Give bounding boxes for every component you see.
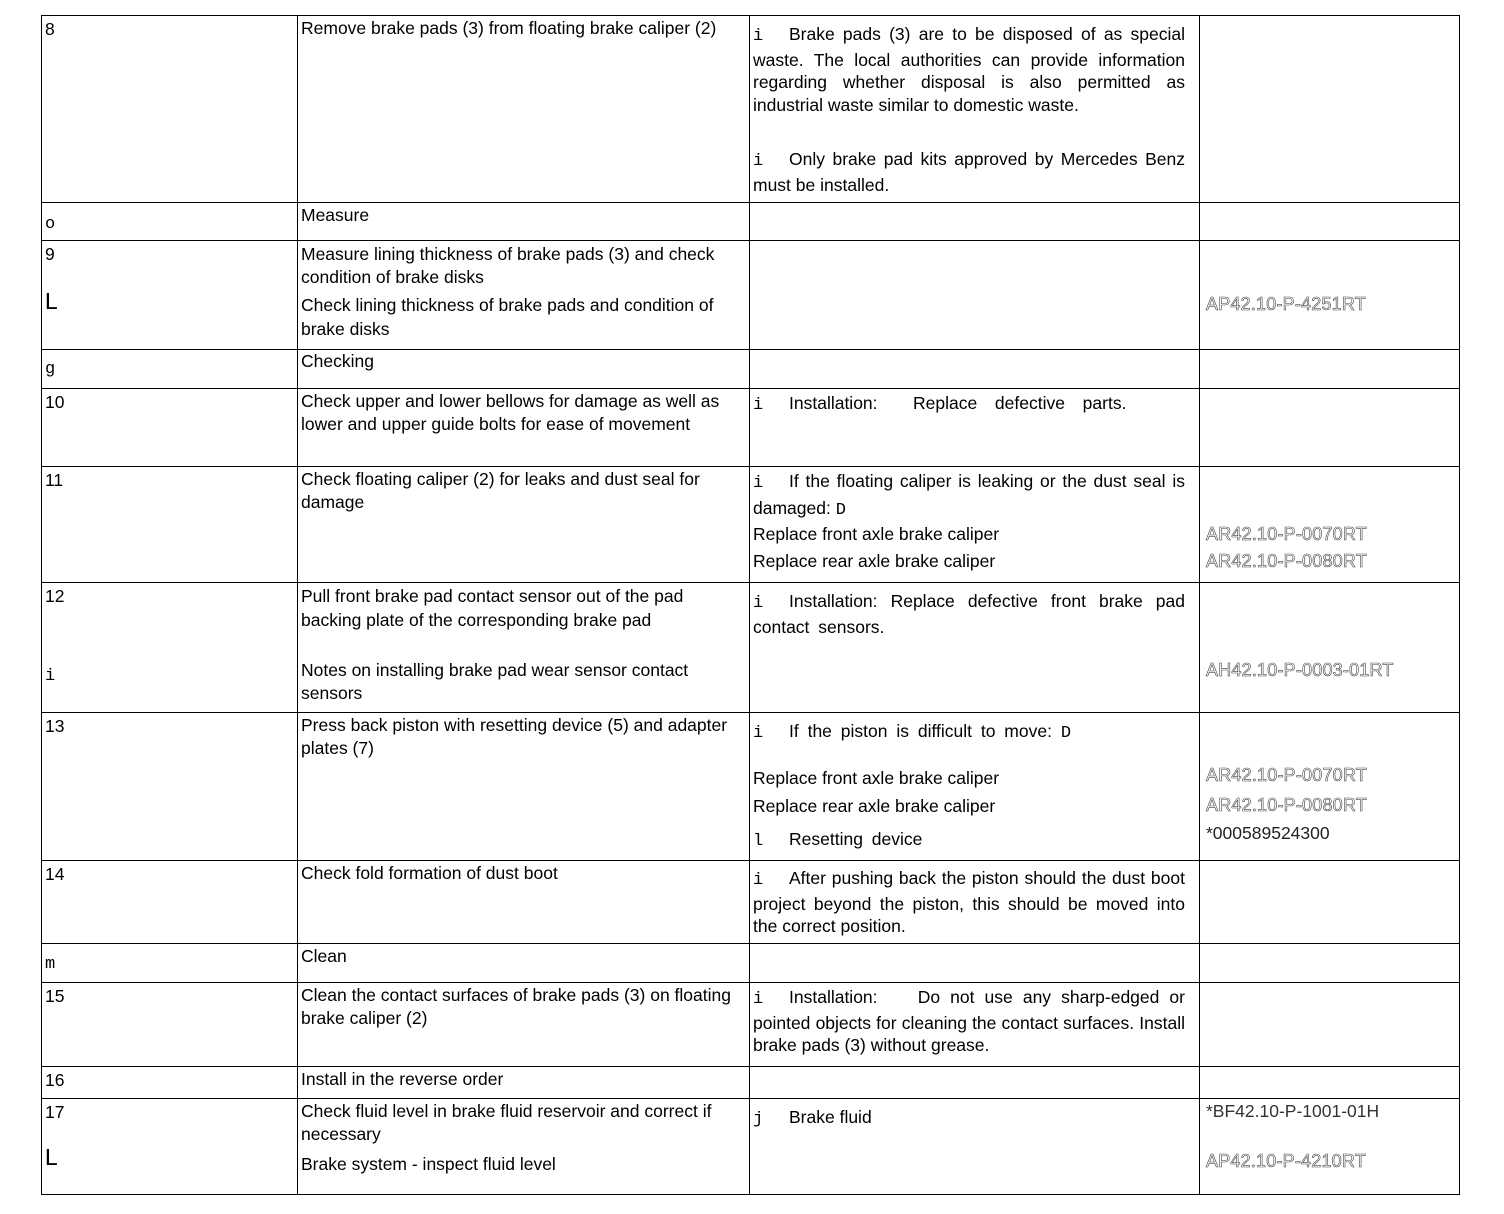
- section-symbol: [42, 944, 298, 983]
- note-text: i Only brake pad kits approved by Mercedes Benz must be installed.: [753, 149, 1185, 195]
- reference-cell: [1200, 241, 1460, 350]
- table-row: [42, 241, 1460, 350]
- reference-cell: [1200, 583, 1460, 713]
- table-row: [42, 1067, 1460, 1099]
- reference-link[interactable]: AP42.10-P-4210RT: [1206, 1151, 1366, 1171]
- tool-icon: l: [753, 832, 764, 851]
- note-text: i Brake pads (3) are to be disposed of as special waste. The local authorities can provide information regarding whether disposal is also permitted as industrial waste similar to domestic waste.: [753, 24, 1185, 115]
- table-row: [42, 861, 1460, 944]
- step-number: 11: [42, 467, 298, 583]
- measure-icon: o: [45, 215, 56, 234]
- check-list-icon: L: [44, 1146, 59, 1173]
- action-cell: [298, 713, 750, 861]
- reference-link[interactable]: AH42.10-P-0003-01RT: [1206, 660, 1394, 680]
- sub-action-text: Notes on installing brake pad wear sensor contact sensors: [301, 660, 689, 703]
- note-text: j Brake fluid: [753, 1106, 1185, 1132]
- info-icon: i: [753, 27, 764, 46]
- note-text: i Installation: Replace defective parts.: [753, 392, 1185, 418]
- section-title: Measure: [298, 203, 750, 241]
- action-cell: [298, 1067, 750, 1099]
- note-text: i If the piston is difficult to move: D: [753, 720, 1185, 746]
- step-number: 15: [42, 983, 298, 1067]
- step-number: 12 i: [42, 583, 298, 713]
- info-icon: i: [753, 396, 764, 415]
- reference-cell: [1200, 713, 1460, 861]
- table-row: [42, 350, 1460, 389]
- table-row: [42, 467, 1460, 583]
- reference-cell: [1200, 16, 1460, 203]
- note-text: i Installation: Do not use any sharp-edged or pointed objects for cleaning the contact surfaces. Install brake pads (3) without grease.: [753, 987, 1190, 1055]
- note-line: Replace rear axle brake caliper: [753, 796, 996, 816]
- note-line: Replace rear axle brake caliper: [753, 551, 996, 571]
- action-text: Check floating caliper (2) for leaks and dust seal for damage: [301, 469, 700, 512]
- info-icon: i: [753, 724, 764, 743]
- note-cell: [750, 389, 1200, 467]
- reference-link[interactable]: AR42.10-P-0070RT: [1206, 524, 1367, 544]
- table-row: [42, 203, 1460, 241]
- table-row: [42, 983, 1460, 1067]
- note-cell: [750, 983, 1200, 1067]
- tool-number: *000589524300: [1206, 823, 1330, 843]
- action-cell: [298, 983, 750, 1067]
- procedure-table: [41, 15, 1460, 1195]
- step-number: 8: [42, 16, 298, 203]
- sub-action-text: Check lining thickness of brake pads and condition of brake disks: [301, 295, 714, 339]
- note-cell: [750, 16, 1200, 203]
- section-title: Checking: [298, 350, 750, 389]
- table-row: [42, 583, 1460, 713]
- reference-cell: [1200, 1099, 1460, 1195]
- note-cell: [750, 467, 1200, 583]
- action-cell: [298, 16, 750, 203]
- reference-link[interactable]: AR42.10-P-0080RT: [1206, 795, 1367, 815]
- action-text: Press back piston with resetting device (5) and adapter plates (7): [301, 715, 728, 758]
- action-cell: [298, 583, 750, 713]
- note-cell: [750, 713, 1200, 861]
- reference-cell: [1200, 467, 1460, 583]
- step-number: 17 L: [42, 1099, 298, 1195]
- step-number: 13: [42, 713, 298, 861]
- note-cell: [750, 861, 1200, 944]
- arrow-icon: D: [835, 501, 846, 520]
- fluid-spec-number: *BF42.10-P-1001-01H: [1206, 1101, 1380, 1121]
- table-row: [42, 389, 1460, 467]
- table-row: [42, 16, 1460, 203]
- info-icon: i: [753, 474, 764, 493]
- table-row: [42, 1099, 1460, 1195]
- section-symbol: [42, 350, 298, 389]
- tool-line: l Resetting device: [753, 828, 1185, 854]
- info-icon: i: [753, 152, 764, 171]
- action-text: Pull front brake pad contact sensor out of the pad backing plate of the corresponding brake pad: [301, 586, 684, 630]
- info-icon: i: [753, 594, 764, 613]
- check-list-icon: L: [44, 290, 59, 317]
- action-text: Check upper and lower bellows for damage as well as lower and upper guide bolts for ease of movement: [301, 391, 720, 434]
- note-line: Replace front axle brake caliper: [753, 524, 1000, 544]
- section-symbol: [42, 203, 298, 241]
- action-text: Remove brake pads (3) from floating brake caliper (2): [301, 18, 717, 38]
- action-cell: [298, 861, 750, 944]
- step-number: 14: [42, 861, 298, 944]
- sub-action-text: Brake system - inspect fluid level: [301, 1154, 556, 1174]
- note-cell: [750, 1099, 1200, 1195]
- note-text: i If the floating caliper is leaking or the dust seal is damaged: D: [753, 471, 1185, 520]
- clean-icon: m: [45, 955, 56, 974]
- note-cell: [750, 583, 1200, 713]
- step-number: 9 L: [42, 241, 298, 350]
- arrow-icon: D: [1060, 724, 1072, 743]
- info-icon: i: [753, 871, 764, 890]
- reference-link[interactable]: AP42.10-P-4251RT: [1206, 294, 1366, 314]
- action-cell: [298, 389, 750, 467]
- note-line: Replace front axle brake caliper: [753, 768, 1000, 788]
- checking-icon: g: [45, 360, 56, 379]
- step-number: 16: [42, 1067, 298, 1099]
- action-text: Measure lining thickness of brake pads (3) and check condition of brake disks: [301, 244, 715, 287]
- note-text: i Installation: Replace defective front brake pad contact sensors.: [753, 591, 1185, 637]
- action-text: Check fold formation of dust boot: [301, 863, 558, 883]
- reference-link[interactable]: AR42.10-P-0070RT: [1206, 765, 1367, 785]
- action-text: Check fluid level in brake fluid reservoir and correct if necessary: [301, 1101, 712, 1144]
- action-text: Clean the contact surfaces of brake pads (3) on floating brake caliper (2): [301, 985, 731, 1028]
- step-number: 10: [42, 389, 298, 467]
- fluid-icon: j: [753, 1110, 764, 1129]
- action-cell: [298, 241, 750, 350]
- table-row: [42, 944, 1460, 983]
- table-row: [42, 713, 1460, 861]
- action-cell: [298, 467, 750, 583]
- reference-link[interactable]: AR42.10-P-0080RT: [1206, 551, 1367, 571]
- note-text: i After pushing back the piston should the dust boot project beyond the piston, this should be moved into the correct position.: [753, 868, 1185, 936]
- info-icon: i: [753, 990, 764, 1009]
- section-title: Clean: [298, 944, 750, 983]
- info-icon: i: [45, 667, 56, 686]
- action-text: Install in the reverse order: [301, 1069, 504, 1089]
- action-cell: [298, 1099, 750, 1195]
